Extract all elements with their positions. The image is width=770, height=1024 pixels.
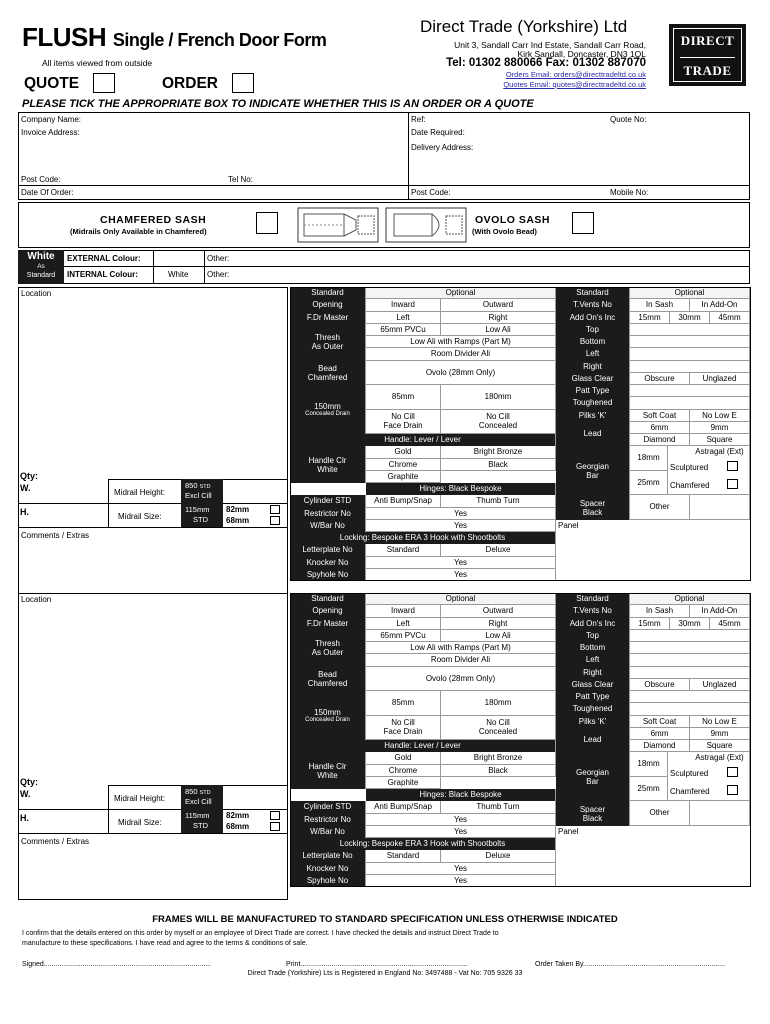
midrail-height-std: 850 STD Excl Cill bbox=[181, 479, 223, 503]
cylinder-thumb-turn[interactable]: Thumb Turn bbox=[441, 495, 556, 507]
telephone-fax: Tel: 01302 880066 Fax: 01302 887070 bbox=[446, 57, 646, 69]
georgian-25mm[interactable]: 25mm bbox=[630, 777, 668, 802]
spyhole-label: Spyhole No bbox=[290, 875, 366, 887]
header-standard: Standard bbox=[290, 593, 366, 605]
lead-6mm[interactable]: 6mm bbox=[630, 422, 690, 434]
spacer-other[interactable]: Other bbox=[630, 495, 690, 520]
chamfered-sash-label: CHAMFERED SASH bbox=[100, 214, 207, 226]
delivery-address-field[interactable]: Delivery Address: bbox=[411, 143, 474, 152]
tvents-in-sash[interactable]: In Sash bbox=[630, 605, 690, 617]
internal-other-field[interactable]: Other: bbox=[207, 270, 230, 279]
letterplate-standard[interactable]: Standard bbox=[366, 544, 441, 556]
height-field[interactable]: H. bbox=[20, 507, 29, 517]
cill-180mm[interactable]: 180mm bbox=[441, 385, 556, 410]
invoice-address-field[interactable]: Invoice Address: bbox=[21, 128, 80, 137]
direct-trade-logo bbox=[669, 24, 746, 86]
qty-field[interactable]: Qty: bbox=[20, 777, 38, 787]
midrail-68mm-checkbox[interactable] bbox=[270, 516, 280, 525]
fdr-master-left[interactable]: Left bbox=[366, 618, 441, 630]
addon-top-label: Top bbox=[556, 324, 630, 336]
cylinder-label: Cylinder STD bbox=[290, 801, 366, 813]
toughened-label: Toughened bbox=[556, 397, 630, 409]
opening-inward[interactable]: Inward bbox=[366, 605, 441, 617]
handle-lever-heading: Handle: Lever / Lever bbox=[290, 434, 556, 446]
print-field[interactable]: Print...................................................................................... bbox=[286, 961, 468, 968]
knocker-yes[interactable]: Yes bbox=[366, 863, 556, 875]
addon-left-label: Left bbox=[556, 348, 630, 360]
addon-45mm[interactable]: 45mm bbox=[710, 312, 750, 324]
handle-colour-label: Handle Clr White bbox=[290, 446, 366, 483]
threshold-room-divider[interactable]: Room Divider Ali bbox=[366, 654, 556, 666]
midrail-size-label: Midrail Size: bbox=[118, 818, 162, 827]
fdr-master-right[interactable]: Right bbox=[441, 312, 556, 324]
customer-box-divider bbox=[408, 112, 409, 200]
addon-right-label: Right bbox=[556, 361, 630, 373]
handle-graphite[interactable]: Graphite bbox=[366, 777, 441, 789]
threshold-low-ali-ramps[interactable]: Low Ali with Ramps (Part M) bbox=[366, 336, 556, 348]
midrail-68mm-option: 68mm bbox=[226, 516, 250, 525]
lead-square[interactable]: Square bbox=[690, 434, 750, 446]
midrail-82mm-checkbox[interactable] bbox=[270, 505, 280, 514]
bead-label: Bead Chamfered bbox=[290, 667, 366, 692]
midrail-height-label: Midrail Height: bbox=[114, 794, 166, 803]
ovolo-profile-drawing bbox=[384, 204, 470, 246]
confirmation-line-1: I confirm that the details entered on this order by myself or an employee of Direct Trade are correct. I have checked the details and instruct Direct Trade to bbox=[22, 930, 499, 937]
chamfered-profile-drawing bbox=[296, 204, 382, 246]
spec-grid-frame bbox=[290, 593, 751, 887]
address-line-1: Unit 3, Sandall Carr Ind Estate, Sandall Carr Road, bbox=[454, 40, 646, 50]
wh-divider bbox=[18, 503, 108, 504]
midrail-82mm-checkbox[interactable] bbox=[270, 811, 280, 820]
letterplate-label: Letterplate No bbox=[290, 544, 366, 556]
spacer-label: Spacer Black bbox=[556, 801, 630, 826]
header-optional[interactable]: Optional bbox=[366, 287, 556, 299]
spacer-other[interactable]: Other bbox=[630, 801, 690, 826]
glass-header-optional[interactable]: Optional bbox=[630, 593, 750, 605]
wbar-label: W/Bar No bbox=[290, 826, 366, 838]
tick-instruction: PLEASE TICK THE APPROPRIATE BOX TO INDICATE WHETHER THIS IS AN ORDER OR A QUOTE bbox=[22, 98, 534, 110]
fdr-master-right[interactable]: Right bbox=[441, 618, 556, 630]
chamfered-sash-note: (Midrails Only Available in Chamfered) bbox=[70, 227, 207, 236]
order-checkbox[interactable] bbox=[232, 73, 254, 93]
logo-text-direct: DIRECT bbox=[680, 33, 735, 48]
header-optional[interactable]: Optional bbox=[366, 593, 556, 605]
comments-field[interactable]: Comments / Extras bbox=[21, 837, 90, 846]
external-other-field[interactable]: Other: bbox=[207, 254, 230, 263]
order-label: ORDER bbox=[162, 75, 218, 92]
spyhole-yes[interactable]: Yes bbox=[366, 875, 556, 887]
hinges-heading: Hinges: Black Bespoke bbox=[366, 789, 556, 801]
comments-divider bbox=[18, 527, 288, 528]
threshold-label: Thresh As Outer bbox=[290, 630, 366, 667]
midrail-size-label: Midrail Size: bbox=[118, 512, 162, 521]
threshold-65mm-pvcu[interactable]: 65mm PVCu bbox=[366, 324, 441, 336]
addon-30mm[interactable]: 30mm bbox=[670, 312, 710, 324]
letterplate-standard[interactable]: Standard bbox=[366, 850, 441, 862]
toughened-label: Toughened bbox=[556, 703, 630, 715]
midrail-height-label: Midrail Height: bbox=[114, 488, 166, 497]
opening-outward[interactable]: Outward bbox=[441, 605, 556, 617]
glass-clear-label: Glass Clear bbox=[556, 679, 630, 691]
cill-85mm[interactable]: 85mm bbox=[366, 385, 441, 410]
wbar-yes[interactable]: Yes bbox=[366, 520, 556, 532]
georgian-18mm[interactable]: 18mm bbox=[630, 752, 668, 777]
width-field[interactable]: W. bbox=[20, 789, 31, 799]
lead-6mm[interactable]: 6mm bbox=[630, 728, 690, 740]
bead-ovolo-option[interactable]: Ovolo (28mm Only) bbox=[366, 361, 556, 386]
midrail-82mm-option: 82mm bbox=[226, 505, 250, 514]
midrail-82mm-option: 82mm bbox=[226, 811, 250, 820]
patt-type-label: Patt Type bbox=[556, 691, 630, 703]
company-name: Direct Trade (Yorkshire) Ltd bbox=[420, 17, 628, 36]
handle-gold[interactable]: Gold bbox=[366, 752, 441, 764]
cill-180mm[interactable]: 180mm bbox=[441, 691, 556, 716]
colour-col-rule-1 bbox=[153, 250, 154, 284]
customer-box-rule bbox=[18, 185, 750, 186]
glass-header-standard: Standard bbox=[556, 593, 630, 605]
tvents-label: T.Vents No bbox=[556, 299, 630, 311]
handle-lever-heading: Handle: Lever / Lever bbox=[290, 740, 556, 752]
restrictor-label: Restrictor No bbox=[290, 814, 366, 826]
cill-no-cill-concealed[interactable]: No Cill Concealed bbox=[441, 410, 556, 435]
external-colour-label: EXTERNAL Colour: bbox=[67, 254, 141, 263]
addon-45mm[interactable]: 45mm bbox=[710, 618, 750, 630]
lead-label: Lead bbox=[556, 422, 630, 447]
handle-gold[interactable]: Gold bbox=[366, 446, 441, 458]
addons-label: Add On's Inc bbox=[556, 312, 630, 324]
tel-no-field[interactable]: Tel No: bbox=[228, 175, 253, 184]
ovolo-sash-label: OVOLO SASH bbox=[475, 214, 551, 226]
fdr-master-left[interactable]: Left bbox=[366, 312, 441, 324]
cill-85mm[interactable]: 85mm bbox=[366, 691, 441, 716]
georgian-chamfered-option[interactable]: Chamfered bbox=[668, 783, 750, 801]
quotes-email-link[interactable]: Quotes Email: quotes@directtradeltd.co.uk bbox=[503, 80, 646, 89]
pilks-k-label: Pilks 'K' bbox=[556, 410, 630, 422]
cill-label: 150mm Concealed Drain bbox=[290, 691, 366, 740]
handle-bright-bronze[interactable]: Bright Bronze bbox=[441, 446, 556, 458]
colour-col-rule-2 bbox=[204, 250, 205, 284]
glass-soft-coat[interactable]: Soft Coat bbox=[630, 410, 690, 422]
cill-no-cill-concealed[interactable]: No Cill Concealed bbox=[441, 716, 556, 741]
georgian-sculptured-option[interactable]: Sculptured bbox=[668, 765, 750, 783]
fdr-master-label: F.Dr Master bbox=[290, 312, 366, 324]
bead-ovolo-option[interactable]: Ovolo (28mm Only) bbox=[366, 667, 556, 692]
comments-field[interactable]: Comments / Extras bbox=[21, 531, 90, 540]
spyhole-yes[interactable]: Yes bbox=[366, 569, 556, 581]
tvents-label: T.Vents No bbox=[556, 605, 630, 617]
glass-no-low-e[interactable]: No Low E bbox=[690, 410, 750, 422]
company-name-field[interactable]: Company Name: bbox=[21, 115, 82, 124]
georgian-bar-label: Georgian Bar bbox=[556, 752, 630, 801]
addon-15mm[interactable]: 15mm bbox=[630, 618, 670, 630]
logo-divider bbox=[680, 57, 735, 58]
handle-chrome[interactable]: Chrome bbox=[366, 765, 441, 777]
wh-divider bbox=[18, 809, 108, 810]
locking-heading: Locking: Bespoke ERA 3 Hook with Shootbolts bbox=[290, 838, 556, 850]
cill-label: 150mm Concealed Drain bbox=[290, 385, 366, 434]
addon-30mm[interactable]: 30mm bbox=[670, 618, 710, 630]
spacer-label: Spacer Black bbox=[556, 495, 630, 520]
letterplate-deluxe[interactable]: Deluxe bbox=[441, 544, 556, 556]
lead-diamond[interactable]: Diamond bbox=[630, 740, 690, 752]
addon-right-label: Right bbox=[556, 667, 630, 679]
cylinder-anti-bump[interactable]: Anti Bump/Snap bbox=[366, 495, 441, 507]
handle-bright-bronze[interactable]: Bright Bronze bbox=[441, 752, 556, 764]
tvents-in-sash[interactable]: In Sash bbox=[630, 299, 690, 311]
handle-graphite[interactable]: Graphite bbox=[366, 471, 441, 483]
georgian-sculptured-option[interactable]: Sculptured bbox=[668, 459, 750, 477]
bead-label: Bead Chamfered bbox=[290, 361, 366, 386]
panel-field[interactable]: Panel bbox=[558, 520, 579, 530]
lead-9mm[interactable]: 9mm bbox=[690, 422, 750, 434]
midrail-68mm-option: 68mm bbox=[226, 822, 250, 831]
customer-details-box bbox=[18, 112, 750, 200]
location-panel bbox=[18, 287, 288, 594]
midrail-height-std: 850 STD Excl Cill bbox=[181, 785, 223, 809]
viewed-note: All items viewed from outside bbox=[42, 58, 153, 68]
opening-inward[interactable]: Inward bbox=[366, 299, 441, 311]
knocker-label: Knocker No bbox=[290, 863, 366, 875]
georgian-astragal[interactable]: Astragal (Ext) bbox=[690, 752, 750, 764]
lead-9mm[interactable]: 9mm bbox=[690, 728, 750, 740]
georgian-astragal[interactable]: Astragal (Ext) bbox=[690, 446, 750, 458]
glass-no-low-e[interactable]: No Low E bbox=[690, 716, 750, 728]
hinges-heading: Hinges: Black Bespoke bbox=[366, 483, 556, 495]
glass-clear-label: Glass Clear bbox=[556, 373, 630, 385]
door-spec-block-2 bbox=[0, 593, 770, 901]
letterplate-deluxe[interactable]: Deluxe bbox=[441, 850, 556, 862]
registration-info: Direct Trade (Yorkshire) Lts is Registered in England No: 3497488 - Vat No: 705 9326 33 bbox=[247, 970, 523, 977]
opening-label: Opening bbox=[290, 299, 366, 311]
georgian-25mm[interactable]: 25mm bbox=[630, 471, 668, 496]
threshold-room-divider[interactable]: Room Divider Ali bbox=[366, 348, 556, 360]
ref-field[interactable]: Ref: bbox=[411, 115, 426, 124]
height-field[interactable]: H. bbox=[20, 813, 29, 823]
spyhole-label: Spyhole No bbox=[290, 569, 366, 581]
midrail-68mm-checkbox[interactable] bbox=[270, 822, 280, 831]
glass-unglazed[interactable]: Unglazed bbox=[690, 679, 750, 691]
qty-field[interactable]: Qty: bbox=[20, 471, 38, 481]
handle-black[interactable]: Black bbox=[441, 459, 556, 471]
ovolo-sash-note: (With Ovolo Bead) bbox=[472, 227, 537, 236]
ovolo-sash-checkbox[interactable] bbox=[572, 212, 594, 234]
tvents-in-addon[interactable]: In Add-On bbox=[690, 605, 750, 617]
georgian-18mm[interactable]: 18mm bbox=[630, 446, 668, 471]
chamfered-sash-checkbox[interactable] bbox=[256, 212, 278, 234]
lead-label: Lead bbox=[556, 728, 630, 753]
letterplate-label: Letterplate No bbox=[290, 850, 366, 862]
knocker-yes[interactable]: Yes bbox=[366, 557, 556, 569]
cylinder-anti-bump[interactable]: Anti Bump/Snap bbox=[366, 801, 441, 813]
glass-header-standard: Standard bbox=[556, 287, 630, 299]
location-field[interactable]: Location bbox=[21, 595, 52, 604]
date-of-order-field[interactable]: Date Of Order: bbox=[21, 188, 74, 197]
door-spec-block-1 bbox=[0, 287, 770, 595]
orders-email-link[interactable]: Orders Email: orders@directtradeltd.co.uk bbox=[505, 70, 646, 79]
addon-15mm[interactable]: 15mm bbox=[630, 312, 670, 324]
knocker-label: Knocker No bbox=[290, 557, 366, 569]
glass-unglazed[interactable]: Unglazed bbox=[690, 373, 750, 385]
quote-no-field[interactable]: Quote No: bbox=[610, 115, 647, 124]
patt-type-label: Patt Type bbox=[556, 385, 630, 397]
header-standard: Standard bbox=[290, 287, 366, 299]
georgian-bar-label: Georgian Bar bbox=[556, 446, 630, 495]
spec-grid-frame bbox=[290, 287, 751, 581]
threshold-low-ali-ramps[interactable]: Low Ali with Ramps (Part M) bbox=[366, 642, 556, 654]
cill-no-cill-face-drain[interactable]: No Cill Face Drain bbox=[366, 716, 441, 741]
threshold-low-ali[interactable]: Low Ali bbox=[441, 324, 556, 336]
form-title: FLUSH Single / French Door Form bbox=[22, 22, 327, 52]
pilks-k-label: Pilks 'K' bbox=[556, 716, 630, 728]
opening-outward[interactable]: Outward bbox=[441, 299, 556, 311]
date-required-field[interactable]: Date Required: bbox=[411, 128, 465, 137]
glass-obscure[interactable]: Obscure bbox=[630, 679, 690, 691]
address-line-2: Kirk Sandall, Doncaster, DN3 1QL bbox=[517, 49, 646, 59]
white-as-standard-badge: White As Standard bbox=[18, 250, 64, 284]
location-panel bbox=[18, 593, 288, 900]
width-field[interactable]: W. bbox=[20, 483, 31, 493]
opening-label: Opening bbox=[290, 605, 366, 617]
wbar-label: W/Bar No bbox=[290, 520, 366, 532]
lead-diamond[interactable]: Diamond bbox=[630, 434, 690, 446]
internal-colour-label: INTERNAL Colour: bbox=[67, 270, 138, 279]
location-field[interactable]: Location bbox=[21, 289, 52, 298]
handle-colour-label: Handle Clr White bbox=[290, 752, 366, 789]
midrail-size-std: 115mm STD bbox=[181, 809, 223, 833]
addon-left-label: Left bbox=[556, 654, 630, 666]
restrictor-label: Restrictor No bbox=[290, 508, 366, 520]
restrictor-yes[interactable]: Yes bbox=[366, 814, 556, 826]
mobile-no-field[interactable]: Mobile No: bbox=[610, 188, 649, 197]
fdr-master-label: F.Dr Master bbox=[290, 618, 366, 630]
manufacture-notice: FRAMES WILL BE MANUFACTURED TO STANDARD SPECIFICATION UNLESS OTHERWISE INDICATED bbox=[152, 914, 618, 925]
glass-header-optional[interactable]: Optional bbox=[630, 287, 750, 299]
post-code-field[interactable]: Post Code: bbox=[21, 175, 61, 184]
handle-black[interactable]: Black bbox=[441, 765, 556, 777]
locking-heading: Locking: Bespoke ERA 3 Hook with Shootbolts bbox=[290, 532, 556, 544]
comments-divider bbox=[18, 833, 288, 834]
addon-bottom-label: Bottom bbox=[556, 642, 630, 654]
cill-no-cill-face-drain[interactable]: No Cill Face Drain bbox=[366, 410, 441, 435]
panel-field[interactable]: Panel bbox=[558, 826, 579, 836]
lead-square[interactable]: Square bbox=[690, 740, 750, 752]
threshold-65mm-pvcu[interactable]: 65mm PVCu bbox=[366, 630, 441, 642]
glass-obscure[interactable]: Obscure bbox=[630, 373, 690, 385]
handle-chrome[interactable]: Chrome bbox=[366, 459, 441, 471]
post-code-2-field[interactable]: Post Code: bbox=[411, 188, 451, 197]
threshold-label: Thresh As Outer bbox=[290, 324, 366, 361]
internal-colour-value: White bbox=[168, 270, 189, 279]
quote-label: QUOTE bbox=[24, 75, 80, 92]
colour-row-rule bbox=[64, 266, 750, 267]
addon-bottom-label: Bottom bbox=[556, 336, 630, 348]
restrictor-yes[interactable]: Yes bbox=[366, 508, 556, 520]
confirmation-line-2: manufacture to these specifications. I have read and agree to the terms & conditions of sale. bbox=[22, 940, 308, 947]
threshold-low-ali[interactable]: Low Ali bbox=[441, 630, 556, 642]
quote-checkbox[interactable] bbox=[93, 73, 115, 93]
wbar-yes[interactable]: Yes bbox=[366, 826, 556, 838]
georgian-chamfered-option[interactable]: Chamfered bbox=[668, 477, 750, 495]
addon-top-label: Top bbox=[556, 630, 630, 642]
order-taken-by-field[interactable]: Order Taken By......................................................................... bbox=[535, 961, 725, 968]
cylinder-label: Cylinder STD bbox=[290, 495, 366, 507]
glass-soft-coat[interactable]: Soft Coat bbox=[630, 716, 690, 728]
midrail-size-std: 115mm STD bbox=[181, 503, 223, 527]
tvents-in-addon[interactable]: In Add-On bbox=[690, 299, 750, 311]
addons-label: Add On's Inc bbox=[556, 618, 630, 630]
logo-text-trade: TRADE bbox=[683, 63, 732, 78]
form-subtitle-title: Single / French Door Form bbox=[112, 30, 327, 50]
signed-field[interactable]: Signed...................................................................................... bbox=[22, 961, 212, 968]
cylinder-thumb-turn[interactable]: Thumb Turn bbox=[441, 801, 556, 813]
